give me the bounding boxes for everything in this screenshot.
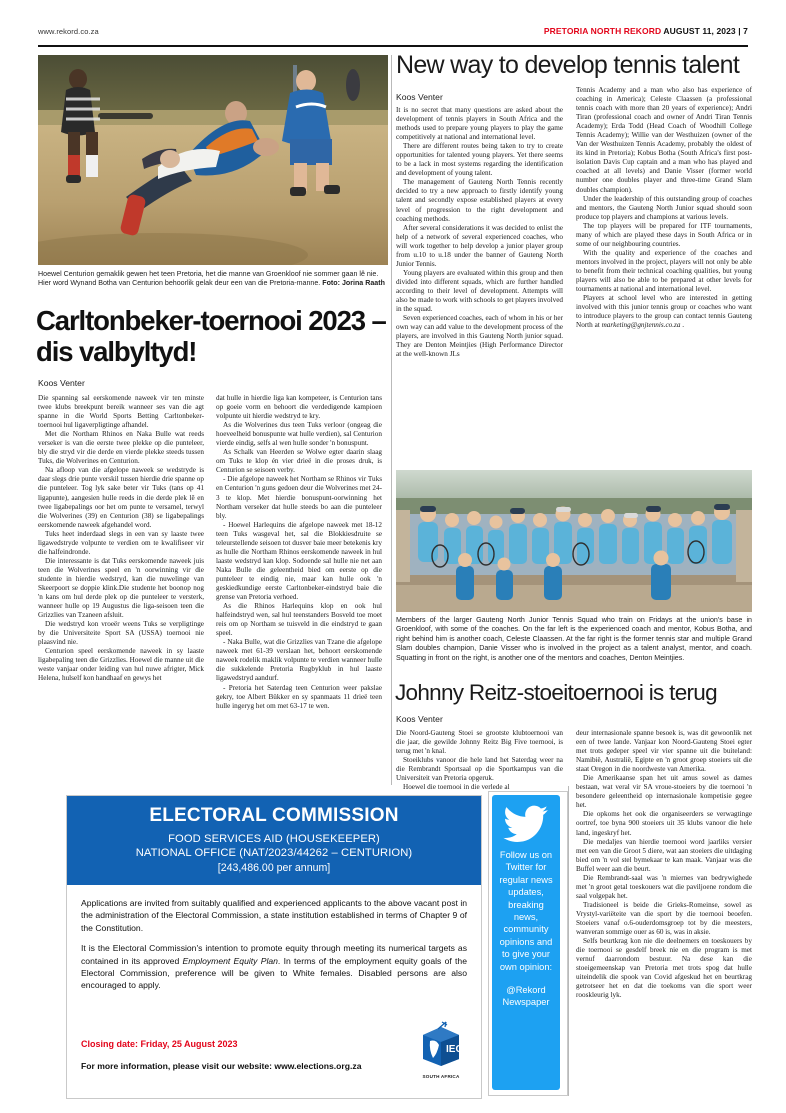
- electoral-commission-ad: [66, 795, 482, 1099]
- ad-more-info[interactable]: For more information, please visit our website: www.elections.org.za: [81, 1061, 362, 1071]
- rugby-byline: Koos Venter: [38, 378, 85, 388]
- wrestling-column-1: [396, 729, 563, 792]
- twitter-promo-text: Follow us on Twitter for regular news updates, breaking news, community opinions and to give your own opinion:: [499, 850, 553, 972]
- tennis-byline: Koos Venter: [396, 92, 443, 102]
- rugby-photo-caption: [38, 270, 388, 289]
- paragraph: Under the leadership of this outstanding group of coaches and mentors, the Gauteng North Junior squad should soon produce top players and champions at various levels.: [576, 194, 752, 221]
- rugby-column-2: [216, 394, 382, 789]
- masthead: [38, 26, 748, 36]
- paragraph: Na afloop van die afgelope naweek se wedstryde is daar slegs drie punte verskil tussen hierdie drie spanne op die punteleer. Tog lyk sake beter vir Tuks (tans op 41 ligapunte), aangesien hulle reeds in die derde plek lê en twee ligabepalings oor het om punte te versamel, terwyl die Wolverines (39) en Centurion (38) se ligabepalings eerskomende naweek afgehandel word.: [38, 466, 204, 529]
- svg-text:IEC: IEC: [446, 1044, 463, 1055]
- rugby-caption-text: Hoewel Centurion gemaklik gewen het teen Pretoria, het die manne van Groenkloof nie sommer gaan lê nie. Hier word Wynand Botha van Centurion behoorlik gelak deur een van die Pretoria-manne.: [38, 270, 379, 288]
- paragraph: Centurion speel eerskomende naweek in sy laaste ligabepaling teen die Grizzlies. Hoewel die manne uit die weste vanjaar onder leiding van hul nuwe afrigter, Mick Helena, hulself kon handhaaf en gewys het: [38, 647, 204, 683]
- masthead-rule: [38, 45, 748, 47]
- rugby-photo-art: [38, 55, 388, 265]
- rugby-match-photo: [38, 55, 388, 265]
- paragraph: Tuks heet inderdaad slegs in een van sy laaste twee ligawedstryde volpunte te verdien om te kwalifiseer vir die halfeindronde.: [38, 529, 204, 556]
- ad-title: ELECTORAL COMMISSION: [149, 805, 399, 826]
- paragraph: Tradisioneel is beide die Grieks-Romeinse, sowel as Vrystyl-variëteite van die sport by die toernooi beoefen. Stoeiers vanaf o.6-ouderdomsgroep tot by die meesters, wanveran sommige ouer as 60 is, was in aksie.: [576, 900, 752, 937]
- website-url[interactable]: www.rekord.co.za: [38, 27, 99, 36]
- paragraph: Die Rembrandt-saal was 'n miernes van bedrywighede met 'n groot getal toeskouers wat die paviljoene rondom die saal volgepak het.: [576, 873, 752, 900]
- paragraph: As die Rhinos Harlequins klop en ook hul halfeindstryd wen, sal hul teenstanders Bosveld toe moet reis om op Northam se tuisveld in die eindstryd te gaan speel.: [216, 602, 382, 638]
- iec-ballot-box-icon: [418, 1021, 464, 1067]
- paragraph: Hoewel die toernooi in die verlede al: [403, 783, 510, 792]
- twitter-promo[interactable]: [492, 795, 560, 1090]
- ad-office: NATIONAL OFFICE (NAT/2023/44262 – CENTURION): [135, 847, 413, 859]
- wrestling-column-2: [576, 729, 752, 1094]
- paragraph: Met die Northam Rhinos en Naka Bulle wat reeds verseker is van die eerste twee plekke op die punteleer, bly die stryd vir die derde en vierde plekke steeds tussen Tuks, die Wolverines en Centurion.: [38, 430, 204, 466]
- publication-info: [544, 26, 748, 36]
- column-divider: [391, 55, 392, 785]
- paragraph: [576, 294, 752, 330]
- ad-post-title: FOOD SERVICES AID (HOUSEKEEPER): [168, 833, 380, 845]
- rugby-column-1: [38, 394, 204, 789]
- ad-closing-date: Closing date: Friday, 25 August 2023: [81, 1039, 238, 1049]
- paragraph: - Pretoria het Saterdag teen Centurion weer pakslae gekry, toe Albert Bükker en sy spanmaats 11 drieë teen hulle ingeryg het om met 63-17 te wen.: [216, 683, 382, 710]
- paragraph: As Schalk van Heerden se Wolwe egter daarin slaag om Tuks te klop én vier drieë in die proses druk, is Centurion se seisoen verby.: [216, 448, 382, 475]
- paragraph: - Hoewel Harlequins die afgelope naweek met 18-12 teen Tuks wasgeval het, sal die Blokkiesdruite se teleurstellende seisoen tot dusver baie meer betekenis kry as hulle die Northam Rhinos eerskomende naweek in hul laaste wedstryd kan klop. Sodoende sal hulle nie net aan Naka Bulle die geleentheid bied om eerste op die punteleer te eindig nie, maar kan hulle ook 'n geskiedkundige eerste Carltonbeker-eindstryd baie die grense van Pretoria verhoed.: [216, 520, 382, 602]
- tennis-headline: New way to develop tennis talent: [396, 51, 740, 79]
- paragraph: There are different routes being taken to try to create opportunities for talented young players. Yet there seems to be a lack in most systems regarding the identification and development of young talent.: [396, 142, 563, 178]
- tennis-squad-photo: [396, 470, 752, 612]
- contact-email[interactable]: marketing@gnjtennis.co.za: [601, 321, 681, 330]
- ad-paragraph-1: Applications are invited from suitably qualified and experienced applicants to the above vacant post in the administration of the Electoral Commission, a state institution established in terms of Chapter 9 of the Constitution.: [81, 898, 468, 933]
- wrestling-headline: Johnny Reitz-stoeitoernooi is terug: [395, 680, 717, 705]
- paragraph: It is no secret that many questions are asked about the development of tennis players in South Africa and the methods used to prepare young players to play the game competitively at national and international level.: [396, 106, 563, 142]
- paragraph: Selfs beurtkrag kon nie die deelnemers en toeskouers by die toernooi se gesdelf breek nie en die program is met vernuf daarrondom bestuur. Na dese kan die stoeigemeenskap van Pretoria met trots spog dat hulle uiteindelik die spook van Covid afgeskud het en beurtkrag getrotseer het en dat die toekoms van die sport weer rooskleurig lyk.: [576, 937, 752, 1000]
- paragraph: With the quality and experience of the coaches and mentors involved in the project, players will not only be able to benefit from their technical coaching qualities, but young players will also be able to be prepared at other levels for tournaments at national and international level.: [576, 248, 752, 294]
- tennis-column-2: [576, 86, 752, 461]
- paragraph: Die medaljes van hierdie toernooi word jaarliks versier met een van die Groot 5 diere, wat aan stoeiers die uitdaging bied om 'n vol stel bymekaar te kan maak. Vanjaar was die Buffel weer aan die beurt.: [576, 837, 752, 873]
- paragraph: deur internasionale spanne besoek is, was dit gewoonlik net een of twee lande. Vanjaar kon Noord-Gauteng Stoei egter met trots gedeper speel vir vier spanne uit die buiteland: Namibië, Australië, Egipte en 'n groot groep stoeiers uit die staat Oregon in die noordweste van Amerika.: [576, 729, 752, 774]
- iec-logo: [415, 1021, 467, 1079]
- paragraph: As die Wolverines dus teen Tuks verloor (ongeag die hoeveelheid bonuspunte wat hulle verdien), sal Centurion vierde eindig, selfs al wen hulle sonder 'n bonuspunt.: [216, 421, 382, 448]
- paragraph: Stoeiklubs vanoor die hele land het Saterdag weer na die Rembrandt Sportsaal op die Sportkampus van die Universiteit van Pretoria opgeruk.: [396, 756, 563, 783]
- contact-text: Players at school level who are interested in getting involved with this junior tennis group or coaches who want to introduce players to the group can contact tennis Gauteng North at: [576, 294, 752, 330]
- tennis-column-1: [396, 106, 563, 461]
- paragraph: Tennis Academy and a man who also has experience of coaching in America); Celeste Claassen (a professional tennis coach with more than 20 years of experience); Andri Tiran (professional coach and owner of Andri Tiran Tennis Academy); Erda Todd (Head Coach of Woodhill College Tennis Academy); Willie van der Westhuizen (owner of the Van der Westhuizen Tennis Academy, probably the oldest of its kind in Pretoria); Kobus Botha (South Africa's first post-isolation Davis Cup captain and a man who has played and coached at all levels) and Danie Visser (former world number one doubles player and three-time Grand Slam doubles champion).: [576, 86, 752, 194]
- paragraph: dat hulle in hierdie liga kan kompeteer, is Centurion tans op goeie vorm en behoort die verdedigende kampioen volpunte uit hierdie wedstryd te kry.: [216, 394, 382, 421]
- paragraph: Die opkoms het ook die organiseerders se verwagtinge oortref, toe byna 900 stoeiers uit 35 klubs vanoor die hele land, ingeskryf het.: [576, 810, 752, 837]
- ad-salary: [243,486.00 per annum]: [217, 862, 331, 874]
- paragraph: Die Noord-Gauteng Stoei se grootste klubtoernooi van die jaar, die gewilde Johnny Reitz Big Five toernooi, is terug met 'n knal.: [396, 729, 563, 756]
- paragraph: The top players will be prepared for ITF tournaments, many of which are played these days in South Africa or in some of our neighbouring countries.: [576, 221, 752, 248]
- twitter-bird-icon: [503, 805, 549, 843]
- paragraph: Die interessante is dat Tuks eerskomende naweek juis teen die Wolverines speel en 'n oorwinning vir die studente in hierdie wedstryd, kan die nuwelinge van Skeerpoort se doppie klink.Die studente het boonop nog 'n kans om hul derde plek op die punteleer te versterk, wanneer hulle op 19 Augustus die liga-seisoen teen die Grizzlies van Tzaneen afsluit.: [38, 556, 204, 620]
- ad-paragraph-2: [81, 942, 467, 992]
- paragraph: - Naka Bulle, wat die Grizzlies van Tzane die afgelope naweek met 61-39 verslaan het, behoort eerskomende naweek rodelik maklik volpunte te verdien wanneer hulle die sukkelende Pretoria Rugbyklub in hul laaste ligawedstryd aandurf.: [216, 638, 382, 683]
- publication-name: PRETORIA NORTH REKORD: [543, 26, 662, 36]
- ad-banner: [67, 796, 481, 885]
- twitter-handle[interactable]: @Rekord Newspaper: [502, 985, 550, 1008]
- wrestling-byline: Koos Venter: [396, 714, 443, 724]
- paragraph: - Die afgelope naweek het Northam se Rhinos vir Tuks en Centurion 'n guns gedoen deur die Wolverines met 24-3 te klop. Met hierdie bonuspunt-oorwinning het Northam verseker dat hulle steeds bo aan die punteleer bly.: [216, 475, 382, 520]
- paragraph: Die Amerikaanse span het uit amus sowel as dames bestaan, wat veral vir SA vroue-stoeiers by die toernooi 'n besondere geleentheid op internasionale kompetisie gegee het.: [576, 774, 752, 810]
- iec-logo-subtitle: SOUTH AFRICA: [422, 1074, 460, 1079]
- issue-date-page: AUGUST 11, 2023 | 7: [663, 26, 748, 36]
- tennis-photo-art: [396, 470, 752, 612]
- tennis-photo-caption: Members of the larger Gauteng North Junior Tennis Squad who train on Fridays at the union's base in Groenkloof, with some of the coaches. On the far left is the experienced coach and mentor, Kobus Botha, and right behind him is another coach, Celeste Claassen. At the far right is the former tennis star and multiple Grand Slam doubles champion, Danie Visser who is involved in the project as a talent analyst, mentor, and coach. Squatting in front on the right, is another one of the mentors and coaches, Denton Meintjies.: [396, 616, 752, 662]
- rugby-photo-credit: Foto: Jorina Raath: [322, 279, 385, 288]
- paragraph: After several considerations it was decided to enlist the help of a network of several experienced coaches, who will work together to help develop a junior player group from u.10 to u.18 under the banner of Gauteng North Junior Tennis.: [396, 223, 563, 268]
- paragraph: The management of Gauteng North Tennis recently decided to try a new approach to firstly identify young talent and secondly expose established players at every level of progression to the right development and coaching methods.: [396, 178, 563, 223]
- paragraph: Die spanning sal eerskomende naweek vir ten minste twee klubs breekpunt bereik wanneer ses van die agt spanne in die World Sports Betting Carltonbeker-toernooi hul ligaverpligtinge afhandel.: [38, 394, 204, 430]
- ad-equity-plan-title: Employment Equity Plan: [182, 955, 278, 966]
- paragraph: Die wedstryd kon vroeër weens Tuks se verpligtinge by die Universiteite Sport SA (USSA) toernooi nie plaasvind nie.: [38, 620, 204, 647]
- ad-para2-part1: It is the Electoral Commission's intention to promote equity through meeting its numerical targets as contained in its approved: [81, 943, 467, 966]
- paragraph: Young players are evaluated within this group and then divided into different squads, which are further handled according to their level of development. Attempts will also be made to work with schools to get players involved in the squad.: [396, 268, 563, 314]
- paragraph: Seven experienced coaches, each of whom in his or her own way can add value to the development process of the players, are involved in this Gauteng North junior squad. They are Denton Meintjies (High Performance Director at the well-known JLs: [396, 314, 563, 359]
- contact-text-end: .: [680, 321, 685, 330]
- ad-body: [67, 885, 481, 992]
- rugby-headline: Carltonbeker-toernooi 2023 – dis valbyltyd!: [36, 305, 386, 367]
- column-divider-lower: [568, 786, 569, 1096]
- ad-para2-part2: . In terms of the employment equity goals of the Electoral Commission, preference will be given to White females. Disabled persons are also encouraged to apply.: [81, 955, 467, 991]
